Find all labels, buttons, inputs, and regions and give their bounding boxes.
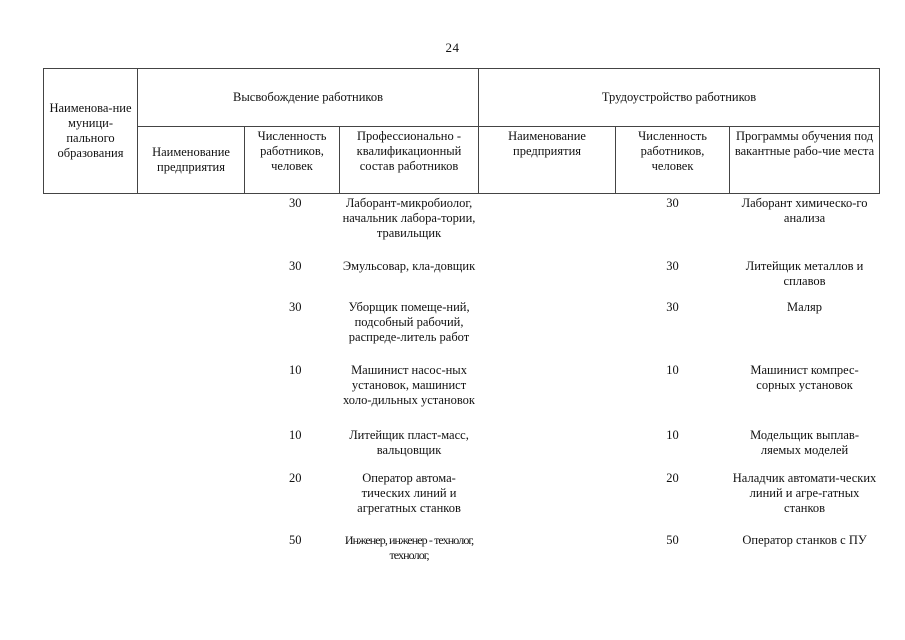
cell-municipality: [44, 257, 138, 298]
header-employment-enterprise: Наименование предприятия: [479, 127, 616, 194]
cell-release-enterprise: [138, 469, 245, 531]
cell-employment-enterprise: [479, 257, 616, 298]
cell-release-count: 30: [289, 300, 302, 314]
table-row: [44, 298, 880, 361]
cell-release-count: 30: [289, 196, 302, 210]
cell-release-count: 10: [289, 363, 302, 377]
header-release-enterprise: Наименование предприятия: [138, 127, 245, 194]
cell-employment-count: 20: [666, 471, 679, 485]
cell-release-enterprise: [138, 531, 245, 575]
header-release-count: Численность работников, человек: [245, 127, 340, 194]
cell-qualification: Инженер, инженер - технолог, технолог,: [344, 533, 474, 562]
cell-program: Модельщик выплав-ляемых моделей: [750, 428, 859, 457]
header-employment-count: Численность работников, человек: [616, 127, 730, 194]
cell-release-enterprise: [138, 426, 245, 469]
table-row: [44, 469, 880, 531]
cell-municipality: [44, 469, 138, 531]
cell-municipality: [44, 194, 138, 258]
page-number: 24: [445, 40, 460, 55]
cell-qualification: Машинист насос-ных установок, машинист холо-дильных установок: [343, 363, 476, 407]
cell-release-enterprise: [138, 298, 245, 361]
cell-qualification: Уборщик помеще-ний, подсобный рабочий, распреде-литель работ: [348, 300, 470, 344]
cell-release-enterprise: [138, 257, 245, 298]
header-release-qualification: Профессионально - квалификационный состав работников: [340, 127, 479, 194]
cell-employment-count: 50: [666, 533, 679, 547]
header-training-programs: Программы обучения под вакантные рабо-чие места: [730, 127, 880, 194]
workers-table: [43, 68, 880, 575]
header-employment-group: Трудоустройство работников: [479, 69, 880, 127]
cell-qualification: Литейщик пласт-масс, вальцовщик: [349, 428, 469, 457]
cell-release-count: 50: [289, 533, 302, 547]
cell-qualification: Оператор автома-тических линий и агрегатных станков: [357, 471, 461, 515]
cell-municipality: [44, 531, 138, 575]
cell-municipality: [44, 298, 138, 361]
cell-release-enterprise: [138, 361, 245, 426]
table-header: [44, 69, 880, 194]
cell-release-count: 10: [289, 428, 302, 442]
cell-employment-count: 30: [666, 259, 679, 273]
cell-employment-enterprise: [479, 531, 616, 575]
cell-qualification: Эмульсовар, кла-довщик: [342, 259, 476, 273]
table-row: [44, 361, 880, 426]
cell-program: Маляр: [787, 300, 823, 314]
cell-employment-count: 10: [666, 363, 679, 377]
cell-employment-enterprise: [479, 469, 616, 531]
cell-employment-count: 30: [666, 300, 679, 314]
cell-municipality: [44, 426, 138, 469]
table-row: [44, 194, 880, 258]
table-row: [44, 257, 880, 298]
table-row: [44, 426, 880, 469]
table-body: [44, 194, 880, 576]
cell-employment-enterprise: [479, 298, 616, 361]
cell-employment-count: 30: [666, 196, 679, 210]
cell-program: Лаборант химическо-го анализа: [741, 196, 868, 225]
cell-program: Оператор станков с ПУ: [742, 533, 867, 547]
cell-release-count: 20: [289, 471, 302, 485]
cell-qualification: Лаборант-микробиолог, начальник лабора-тории, травильщик: [342, 196, 476, 240]
cell-employment-enterprise: [479, 426, 616, 469]
cell-employment-count: 10: [666, 428, 679, 442]
cell-employment-enterprise: [479, 194, 616, 258]
cell-program: Наладчик автомати-ческих линий и агре-гатных станков: [732, 471, 877, 515]
cell-municipality: [44, 361, 138, 426]
cell-program: Литейщик металлов и сплавов: [745, 259, 864, 288]
cell-employment-enterprise: [479, 361, 616, 426]
cell-release-count: 30: [289, 259, 302, 273]
header-release-group: Высвобождение работников: [138, 69, 479, 127]
cell-release-enterprise: [138, 194, 245, 258]
table-row: [44, 531, 880, 575]
cell-program: Машинист компрес-сорных установок: [750, 363, 859, 392]
header-municipality: Наименова-ние муници-пального образования: [44, 69, 138, 194]
